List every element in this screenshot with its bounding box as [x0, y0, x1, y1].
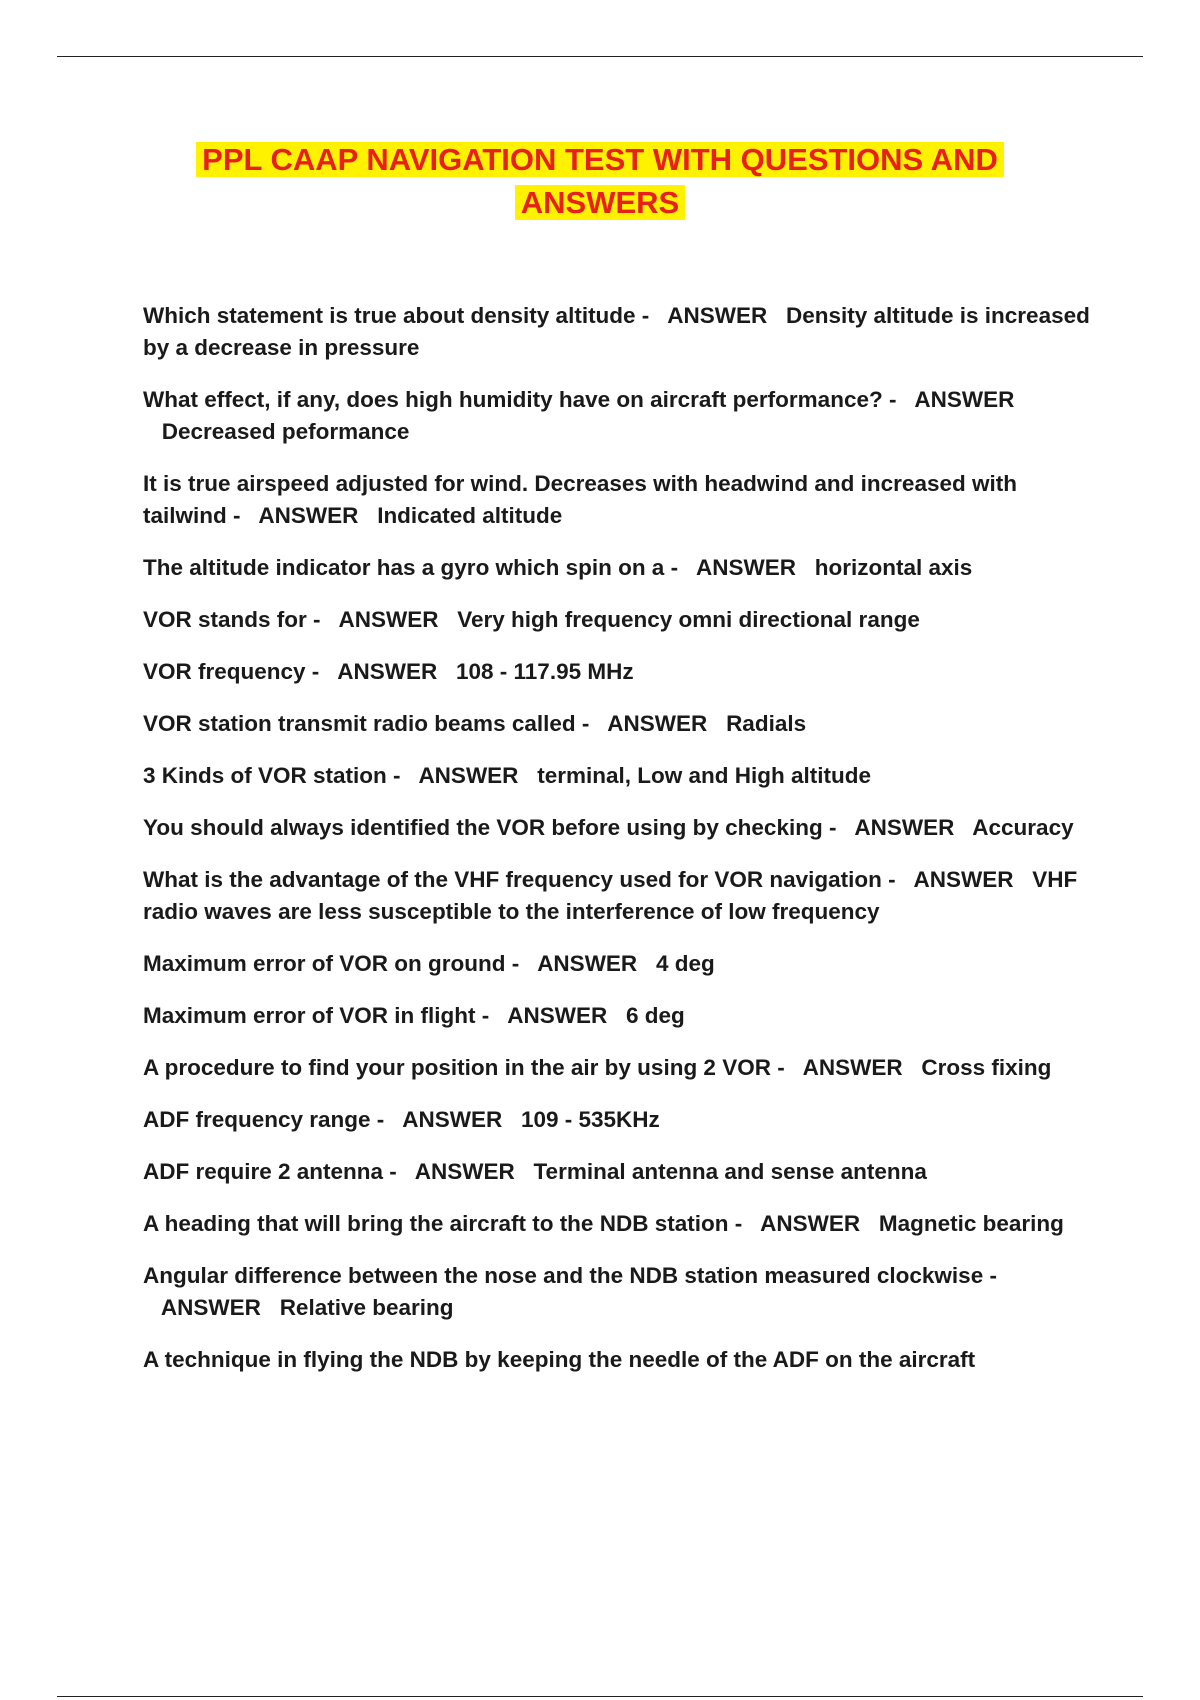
title-line-2: ANSWERS — [515, 185, 685, 220]
question-text: Angular difference between the nose and the NDB station measured clockwise - — [143, 1263, 997, 1288]
qa-item — [143, 384, 1098, 448]
question-text: 3 Kinds of VOR station - — [143, 763, 401, 788]
qa-item — [143, 1260, 1098, 1324]
answer-text: Indicated altitude — [377, 503, 563, 528]
qa-item — [143, 760, 1098, 792]
qa-item — [143, 656, 1098, 688]
question-text: Which statement is true about density altitude - — [143, 303, 650, 328]
answer-text: terminal, Low and High altitude — [537, 763, 871, 788]
answer-label: ANSWER — [854, 815, 955, 840]
answer-label: ANSWER — [802, 1055, 903, 1080]
answer-label: ANSWER — [507, 1003, 608, 1028]
answer-text: Radials — [726, 711, 807, 736]
top-rule — [57, 56, 1143, 57]
page-title — [0, 138, 1200, 224]
answer-label: ANSWER — [414, 1159, 515, 1184]
answer-label: ANSWER — [418, 763, 519, 788]
answer-label: ANSWER — [537, 951, 638, 976]
answer-text: Terminal antenna and sense antenna — [533, 1159, 927, 1184]
answer-label: ANSWER — [914, 387, 1015, 412]
answer-text: Very high frequency omni directional range — [457, 607, 920, 632]
qa-item — [143, 1208, 1098, 1240]
qa-item — [143, 708, 1098, 740]
question-text: VOR frequency - — [143, 659, 320, 684]
qa-item — [143, 604, 1098, 636]
answer-text: Accuracy — [972, 815, 1074, 840]
answer-text: horizontal axis — [814, 555, 973, 580]
question-text: A heading that will bring the aircraft to the NDB station - — [143, 1211, 743, 1236]
question-text: Maximum error of VOR on ground - — [143, 951, 520, 976]
question-text: The altitude indicator has a gyro which spin on a - — [143, 555, 679, 580]
qa-item — [143, 300, 1098, 364]
qa-item — [143, 812, 1098, 844]
answer-label: ANSWER — [258, 503, 359, 528]
answer-label: ANSWER — [913, 867, 1014, 892]
answer-label: ANSWER — [338, 607, 439, 632]
question-text: It is true airspeed adjusted for wind. Decreases with headwind and increased with tailwind - — [143, 471, 1017, 528]
title-line-1: PPL CAAP NAVIGATION TEST WITH QUESTIONS AND — [196, 142, 1004, 177]
bottom-rule — [57, 1696, 1143, 1697]
qa-item — [143, 864, 1098, 928]
answer-text: Magnetic bearing — [878, 1211, 1064, 1236]
qa-list — [143, 300, 1098, 1396]
answer-label: ANSWER — [760, 1211, 861, 1236]
answer-text: 109 - 535KHz — [520, 1107, 660, 1132]
qa-item — [143, 552, 1098, 584]
answer-label: ANSWER — [696, 555, 796, 580]
answer-label: ANSWER — [607, 711, 708, 736]
question-text: Maximum error of VOR in flight - — [143, 1003, 490, 1028]
question-text: ADF frequency range - — [143, 1107, 385, 1132]
answer-label: ANSWER — [160, 1295, 261, 1320]
answer-text: Relative bearing — [279, 1295, 454, 1320]
answer-label: ANSWER — [337, 659, 438, 684]
question-text: VOR stands for - — [143, 607, 321, 632]
question-text: ADF require 2 antenna - — [143, 1159, 397, 1184]
qa-item — [143, 1052, 1098, 1084]
answer-text: 4 deg — [655, 951, 715, 976]
qa-item — [143, 468, 1098, 532]
answer-label: ANSWER — [667, 303, 768, 328]
qa-item — [143, 1000, 1098, 1032]
qa-item-partial — [143, 1344, 1098, 1376]
answer-label: ANSWER — [402, 1107, 503, 1132]
question-text: You should always identified the VOR before using by checking - — [143, 815, 837, 840]
answer-text: Decreased peformance — [161, 419, 410, 444]
answer-text: Density altitude is increased by a decrease in pressure — [143, 303, 1090, 360]
answer-text: Cross fixing — [921, 1055, 1052, 1080]
qa-item — [143, 948, 1098, 980]
question-text: What is the advantage of the VHF frequency used for VOR navigation - — [143, 867, 896, 892]
question-text: VOR station transmit radio beams called - — [143, 711, 590, 736]
question-text: A procedure to find your position in the air by using 2 VOR - — [143, 1055, 785, 1080]
qa-item — [143, 1104, 1098, 1136]
answer-text: VHF radio waves are less susceptible to the interference of low frequency — [143, 867, 1078, 924]
question-text: What effect, if any, does high humidity have on aircraft performance? - — [143, 387, 897, 412]
answer-text: 6 deg — [625, 1003, 685, 1028]
qa-item — [143, 1156, 1098, 1188]
answer-text: 108 - 117.95 MHz — [455, 659, 634, 684]
question-text: A technique in flying the NDB by keeping the needle of the ADF on the aircraft — [143, 1347, 976, 1372]
